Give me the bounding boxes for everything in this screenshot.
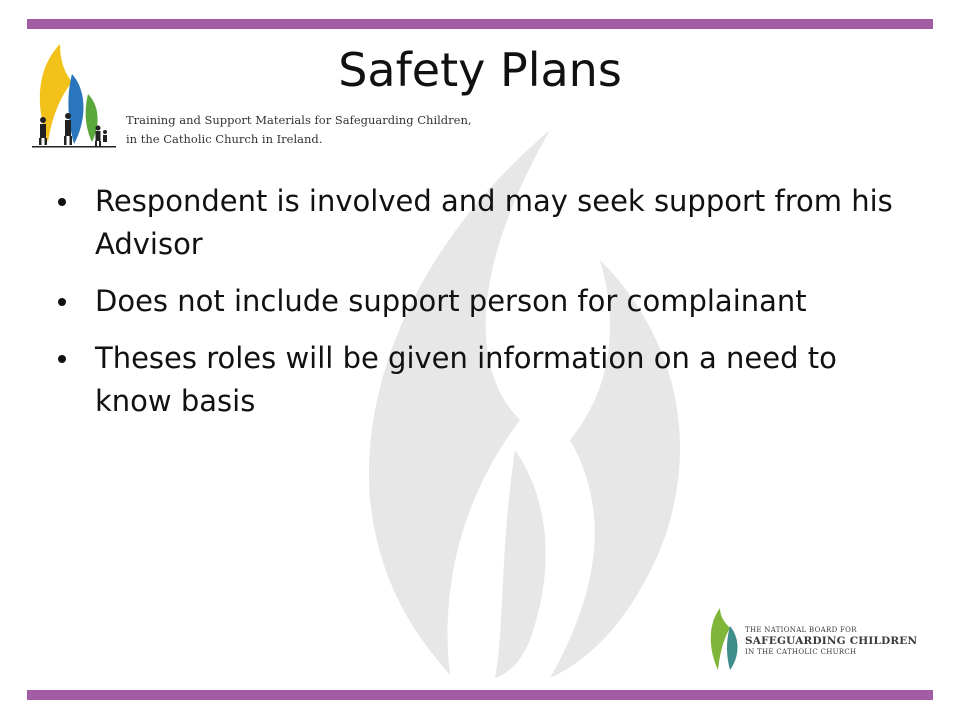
bullet-list — [58, 180, 898, 437]
bullet-text: Theses roles will be given information on a need to know basis — [95, 341, 837, 418]
tagline-line-2: in the Catholic Church in Ireland. — [126, 132, 323, 146]
bullet-item — [58, 280, 898, 323]
bottom-accent-bar — [27, 690, 933, 700]
flame-logo-icon — [706, 606, 742, 672]
wordmark-line-3: IN THE CATHOLIC CHURCH — [745, 648, 857, 656]
bullet-text: Does not include support person for complainant — [95, 284, 807, 318]
bullet-item — [58, 337, 898, 423]
top-accent-bar — [27, 19, 933, 29]
bullet-dot-icon — [58, 198, 66, 206]
bullet-text: Respondent is involved and may seek support from his Advisor — [95, 184, 893, 261]
bullet-item — [58, 180, 898, 266]
wordmark-line-2: SAFEGUARDING CHILDREN — [745, 635, 918, 647]
bullet-dot-icon — [58, 298, 66, 306]
tagline-line-1: Training and Support Materials for Safeguarding Children, — [126, 113, 472, 127]
bullet-dot-icon — [58, 355, 66, 363]
header-tagline — [126, 111, 472, 149]
slide-title: Safety Plans — [338, 43, 622, 97]
national-board-wordmark — [745, 626, 945, 657]
wordmark-line-1: THE NATIONAL BOARD FOR — [745, 626, 857, 634]
